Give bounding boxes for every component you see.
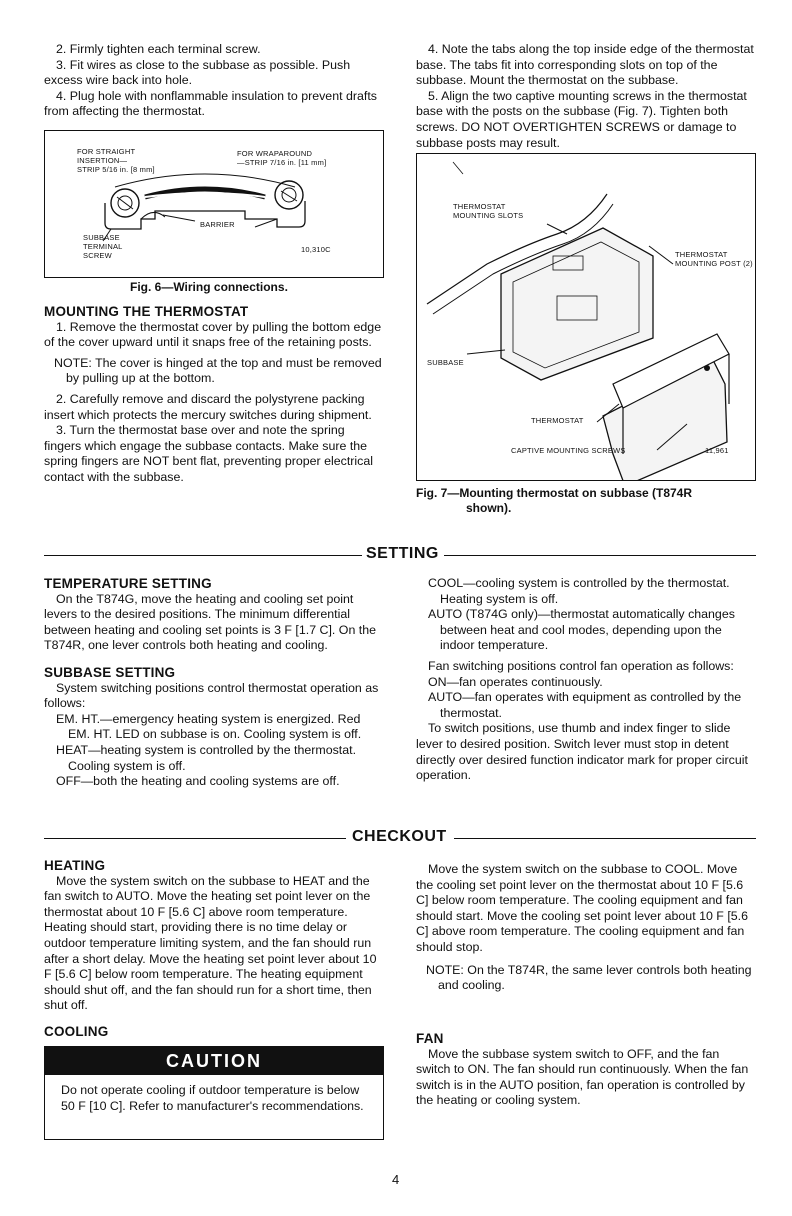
mounting-step-3: 3. Turn the thermostat base over and note the spring fingers which engage the subbase contacts. Make sure the spring fingers are NOT bent flat, preventing proper electrical contact with the subbase. <box>44 423 373 484</box>
step-4: 4. Plug hole with nonflammable insulation to prevent drafts from affecting the thermostat. <box>44 88 377 119</box>
heat-item: HEAT—heating system is controlled by the thermostat. Cooling system is off. <box>56 742 357 773</box>
cooling-heading-block <box>44 1024 384 1040</box>
fig6-wrap-label: FOR WRAPAROUND —STRIP 7/16 in. [11 mm] <box>237 149 327 167</box>
setting-title: SETTING <box>366 545 439 562</box>
mounting-step-2: 2. Carefully remove and discard the polystyrene packing insert which protects the mercury switches during shipment. <box>44 391 372 422</box>
fig7-caption: Fig. 7—Mounting thermostat on subbase (T874R shown). <box>416 486 693 515</box>
fig7-mounting-figure <box>416 153 756 481</box>
caution-box <box>44 1046 384 1140</box>
cooling-heading: COOLING <box>44 1024 109 1039</box>
checkout-heating <box>44 858 384 1014</box>
heating-heading: HEATING <box>44 858 106 873</box>
cooling-text: Move the system switch on the subbase to COOL. Move the cooling set point lever on the thermostat about 10 F [5.6 C] below room temperature. The cooling equipment and fan should start. Move the cooling set point lever about 10 F [5.6 C] above room temperature. The cooling equipment and fan should stop. <box>416 862 748 954</box>
heating-text: Move the system switch on the subbase to HEAT and the fan switch to AUTO. Move the heating set point lever on the thermostat about 10 F [5.6 C] above room temperature. Heating should start, providing there is no time delay or outdoor temperature limiting system, and the fan should run after a short delay. Move the heating set point lever about 10 F [5.6 C] below room temperature. The heating equipment should shut off, and the fan should run for a short time, then shut off. <box>44 873 377 1013</box>
setting-left <box>44 576 384 790</box>
fan-heading: FAN <box>416 1031 444 1046</box>
temperature-setting-text: On the T874G, move the heating and cooling set point levers to the desired positions. The minimum differential between heating and cooling set points is 3 F [1.7 C]. On the T874R, one lever controls both heating and cooling. <box>44 591 377 653</box>
setting-right <box>416 576 756 784</box>
top-left-steps <box>44 42 384 120</box>
fan-auto-item: AUTO—fan operates with equipment as controlled by the thermostat. <box>428 690 742 720</box>
setting-section-header <box>44 545 756 565</box>
fan-switching-text: Fan switching positions control fan operation as follows: <box>428 658 734 673</box>
checkout-fan <box>416 1031 756 1109</box>
fig6-code: 10,310C <box>301 245 331 254</box>
switch-positions-text: To switch positions, use thumb and index finger to slide lever to desired position. Switch lever must stop in detent directly over desired function indicator mark for proper circuit operation. <box>416 721 748 783</box>
checkout-cooling-right <box>416 862 756 994</box>
off-item: OFF—both the heating and cooling systems are off. <box>56 774 340 789</box>
step-2: 2. Firmly tighten each terminal screw. <box>56 42 261 56</box>
fig6-straight-label: FOR STRAIGHT INSERTION— STRIP 5/16 in. [8 mm] <box>77 147 155 174</box>
page-number: 4 <box>392 1172 400 1187</box>
subbase-setting-text: System switching positions control thermostat operation as follows: <box>44 680 379 711</box>
mounting-step-1: 1. Remove the thermostat cover by pulling the bottom edge of the cover upward until it snaps free of the retaining posts. <box>44 319 382 350</box>
mounting-section <box>44 304 384 486</box>
fig7-screws-label: CAPTIVE MOUNTING SCREWS <box>511 446 626 455</box>
fig6-barrier-label: BARRIER <box>200 220 235 229</box>
step-4-right: 4. Note the tabs along the top inside edge of the thermostat base. The tabs fit into corresponding slots on top of the subbase. Mount the thermostat on the subbase. <box>416 42 754 88</box>
fig7-subbase-label: SUBBASE <box>427 358 464 367</box>
fig6-subbase-label: SUBBASE TERMINAL SCREW <box>83 233 123 260</box>
fan-on-item: ON—fan operates continuously. <box>428 674 603 689</box>
caution-title: CAUTION <box>45 1047 383 1075</box>
mounting-note: NOTE: The cover is hinged at the top and must be removed by pulling up at the bottom. <box>54 355 382 386</box>
em-ht-item: EM. HT.—emergency heating system is energized. Red EM. HT. LED on subbase is on. Cooling system is off. <box>56 711 362 742</box>
temperature-setting-heading: TEMPERATURE SETTING <box>44 576 212 591</box>
mounting-heading: MOUNTING THE THERMOSTAT <box>44 304 249 319</box>
step-3: 3. Fit wires as close to the subbase as possible. Push excess wire back into hole. <box>44 57 351 88</box>
fig6-wiring-figure <box>44 130 384 278</box>
fan-text: Move the subbase system switch to OFF, and the fan switch to ON. The fan should run continuously. When the fan switch is in the AUTO position, fan operation is controlled by the heating or cooling system. <box>416 1046 749 1108</box>
cool-item: COOL—cooling system is controlled by the thermostat. Heating system is off. <box>428 576 730 606</box>
caution-text: Do not operate cooling if outdoor temperature is below 50 F [10 C]. Refer to manufacturer's recommendations. <box>61 1083 364 1113</box>
fig7-code: 11,961 <box>705 446 729 455</box>
fig7-slots-label: THERMOSTAT MOUNTING SLOTS <box>453 202 524 220</box>
checkout-section-header <box>44 828 756 848</box>
subbase-setting-heading: SUBBASE SETTING <box>44 664 176 680</box>
checkout-title: CHECKOUT <box>352 828 447 845</box>
auto-item: AUTO (T874G only)—thermostat automatically changes between heat and cool modes, depending upon the indoor temperature. <box>428 607 735 653</box>
top-right-steps <box>416 42 756 151</box>
fig6-caption: Fig. 6—Wiring connections. <box>130 280 288 294</box>
fig7-post-label: THERMOSTAT MOUNTING POST (2) <box>675 250 753 268</box>
step-5-right: 5. Align the two captive mounting screws in the thermostat base with the posts on the subbase (Fig. 7). Tighten both screws. DO NOT OVERTIGHTEN SCREWS or damage to subbase posts may result. <box>416 88 747 150</box>
fig7-thermostat-label: THERMOSTAT <box>531 416 584 425</box>
cooling-note: NOTE: On the T874R, the same lever controls both heating and cooling. <box>426 962 752 993</box>
